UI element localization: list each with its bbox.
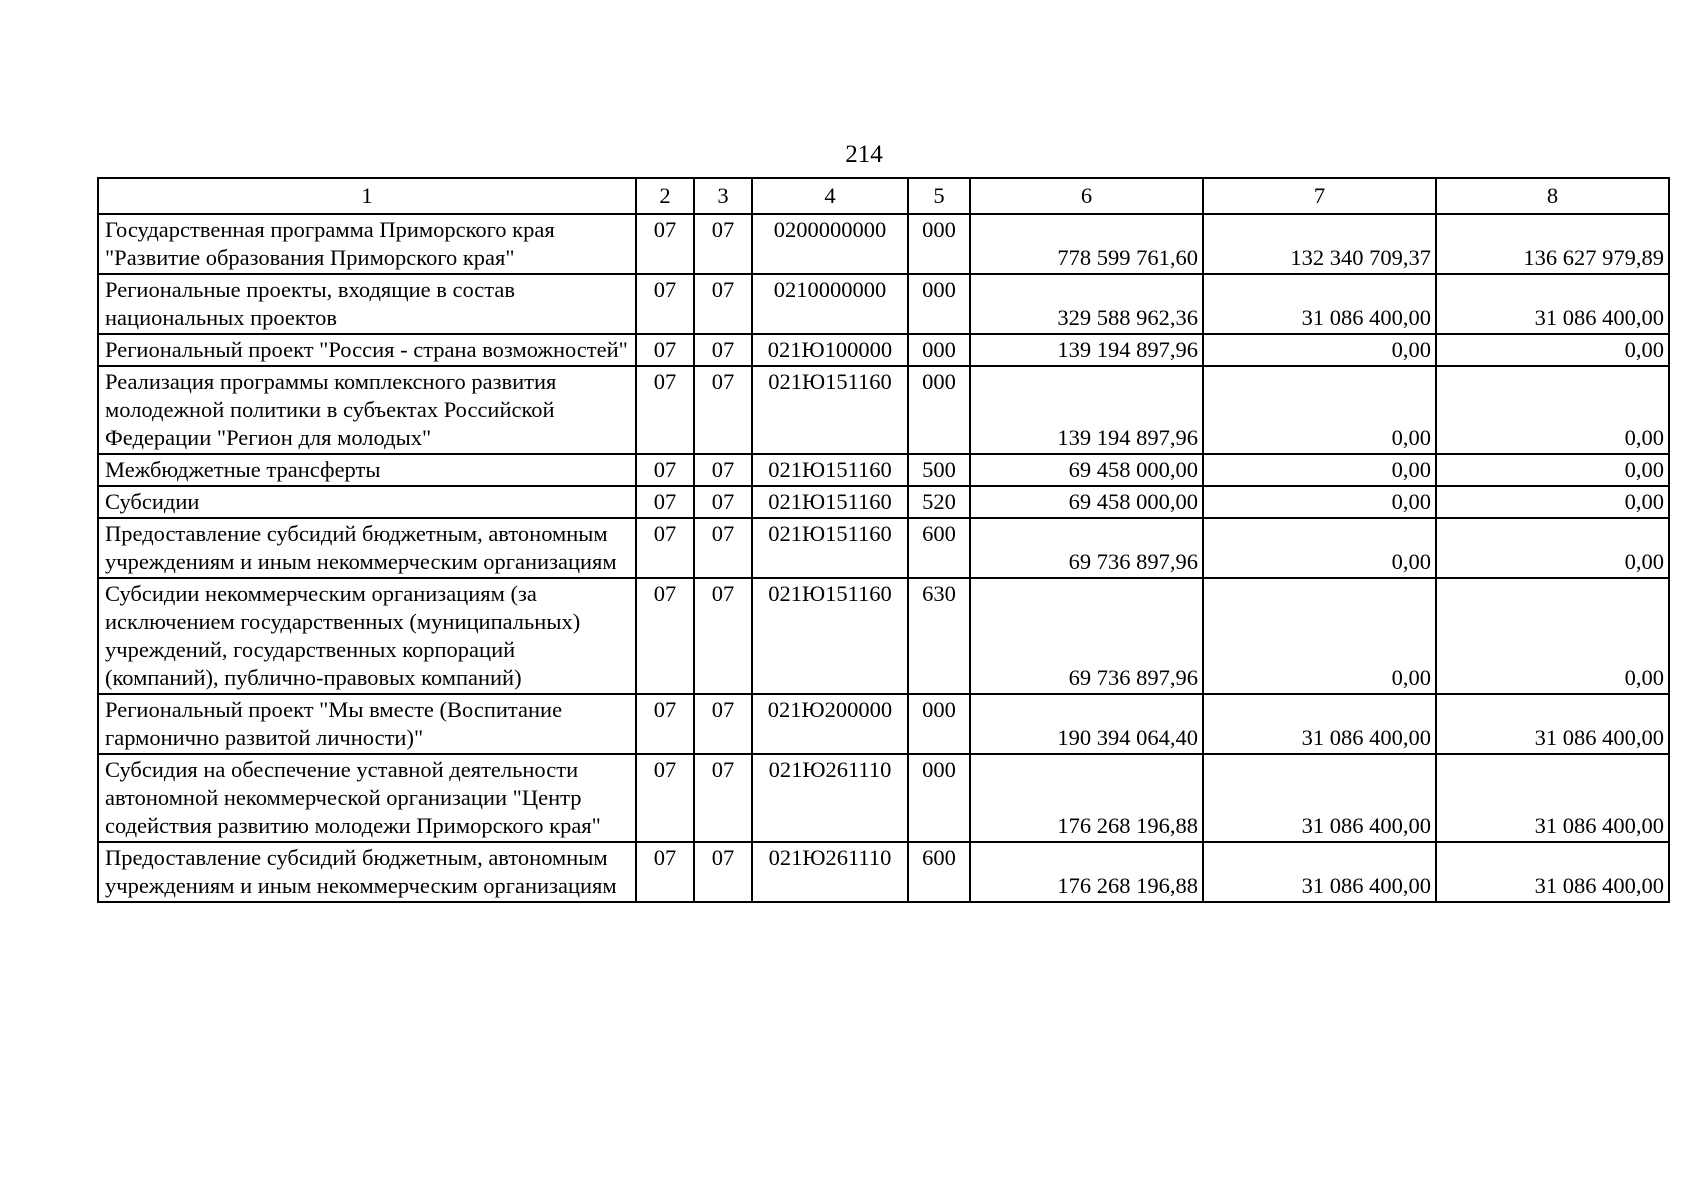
row-code-section: 07 xyxy=(636,334,694,366)
row-amount-2025: 0,00 xyxy=(1203,366,1436,454)
table-row xyxy=(98,454,1669,486)
column-header: 8 xyxy=(1436,178,1669,214)
budget-table xyxy=(97,177,1670,903)
row-name: Предоставление субсидий бюджетным, автономным учреждениям и иным некоммерческим организациям xyxy=(98,518,636,578)
row-amount-2024: 69 458 000,00 xyxy=(970,454,1203,486)
table-row xyxy=(98,366,1669,454)
row-amount-2026: 0,00 xyxy=(1436,518,1669,578)
row-code-subsection: 07 xyxy=(694,274,752,334)
row-amount-2025: 31 086 400,00 xyxy=(1203,754,1436,842)
table-row xyxy=(98,842,1669,902)
row-code-expense-type: 500 xyxy=(908,454,970,486)
row-code-subsection: 07 xyxy=(694,518,752,578)
row-amount-2026: 0,00 xyxy=(1436,578,1669,694)
row-amount-2026: 31 086 400,00 xyxy=(1436,754,1669,842)
row-name: Государственная программа Приморского края "Развитие образования Приморского края" xyxy=(98,214,636,274)
row-code-target: 021Ю261110 xyxy=(752,754,908,842)
table-row xyxy=(98,694,1669,754)
row-amount-2025: 132 340 709,37 xyxy=(1203,214,1436,274)
row-amount-2026: 0,00 xyxy=(1436,486,1669,518)
row-code-subsection: 07 xyxy=(694,694,752,754)
header-row xyxy=(98,178,1669,214)
row-amount-2025: 0,00 xyxy=(1203,334,1436,366)
row-code-target: 021Ю151160 xyxy=(752,366,908,454)
row-name: Субсидии xyxy=(98,486,636,518)
row-name: Реализация программы комплексного развития молодежной политики в субъектах Российской Федерации "Регион для молодых" xyxy=(98,366,636,454)
row-amount-2024: 329 588 962,36 xyxy=(970,274,1203,334)
row-code-expense-type: 000 xyxy=(908,754,970,842)
row-code-section: 07 xyxy=(636,842,694,902)
table-row xyxy=(98,754,1669,842)
row-amount-2024: 69 736 897,96 xyxy=(970,578,1203,694)
column-header: 3 xyxy=(694,178,752,214)
row-amount-2026: 0,00 xyxy=(1436,366,1669,454)
row-code-section: 07 xyxy=(636,366,694,454)
row-code-section: 07 xyxy=(636,214,694,274)
row-code-expense-type: 000 xyxy=(908,694,970,754)
row-amount-2025: 0,00 xyxy=(1203,454,1436,486)
row-code-expense-type: 520 xyxy=(908,486,970,518)
row-code-section: 07 xyxy=(636,518,694,578)
row-code-expense-type: 000 xyxy=(908,334,970,366)
row-code-section: 07 xyxy=(636,454,694,486)
row-code-expense-type: 600 xyxy=(908,518,970,578)
row-name: Предоставление субсидий бюджетным, автономным учреждениям и иным некоммерческим организациям xyxy=(98,842,636,902)
row-code-subsection: 07 xyxy=(694,214,752,274)
row-code-subsection: 07 xyxy=(694,578,752,694)
table-row xyxy=(98,274,1669,334)
row-code-target: 021Ю100000 xyxy=(752,334,908,366)
row-amount-2024: 176 268 196,88 xyxy=(970,842,1203,902)
row-code-target: 0210000000 xyxy=(752,274,908,334)
row-amount-2025: 31 086 400,00 xyxy=(1203,274,1436,334)
row-amount-2024: 69 458 000,00 xyxy=(970,486,1203,518)
row-code-section: 07 xyxy=(636,578,694,694)
row-amount-2024: 139 194 897,96 xyxy=(970,334,1203,366)
row-amount-2025: 0,00 xyxy=(1203,486,1436,518)
column-header: 4 xyxy=(752,178,908,214)
row-amount-2026: 31 086 400,00 xyxy=(1436,694,1669,754)
row-code-subsection: 07 xyxy=(694,486,752,518)
table-row xyxy=(98,486,1669,518)
row-code-subsection: 07 xyxy=(694,842,752,902)
row-amount-2026: 136 627 979,89 xyxy=(1436,214,1669,274)
row-amount-2024: 69 736 897,96 xyxy=(970,518,1203,578)
row-amount-2025: 31 086 400,00 xyxy=(1203,842,1436,902)
row-code-section: 07 xyxy=(636,274,694,334)
row-code-expense-type: 000 xyxy=(908,366,970,454)
column-header: 1 xyxy=(98,178,636,214)
row-code-target: 021Ю151160 xyxy=(752,578,908,694)
row-code-subsection: 07 xyxy=(694,754,752,842)
table-row xyxy=(98,578,1669,694)
row-code-target: 021Ю261110 xyxy=(752,842,908,902)
column-header: 7 xyxy=(1203,178,1436,214)
row-code-section: 07 xyxy=(636,754,694,842)
row-code-section: 07 xyxy=(636,694,694,754)
row-amount-2026: 31 086 400,00 xyxy=(1436,274,1669,334)
row-amount-2024: 176 268 196,88 xyxy=(970,754,1203,842)
row-amount-2025: 31 086 400,00 xyxy=(1203,694,1436,754)
row-code-expense-type: 000 xyxy=(908,214,970,274)
row-amount-2024: 778 599 761,60 xyxy=(970,214,1203,274)
row-name: Региональный проект "Россия - страна возможностей" xyxy=(98,334,636,366)
row-amount-2025: 0,00 xyxy=(1203,578,1436,694)
row-amount-2024: 190 394 064,40 xyxy=(970,694,1203,754)
row-code-section: 07 xyxy=(636,486,694,518)
row-amount-2026: 31 086 400,00 xyxy=(1436,842,1669,902)
row-code-target: 021Ю151160 xyxy=(752,454,908,486)
row-code-expense-type: 630 xyxy=(908,578,970,694)
row-code-subsection: 07 xyxy=(694,454,752,486)
column-header: 6 xyxy=(970,178,1203,214)
row-amount-2024: 139 194 897,96 xyxy=(970,366,1203,454)
row-name: Региональный проект "Мы вместе (Воспитание гармонично развитой личности)" xyxy=(98,694,636,754)
row-amount-2025: 0,00 xyxy=(1203,518,1436,578)
table-row xyxy=(98,334,1669,366)
column-header: 2 xyxy=(636,178,694,214)
row-amount-2026: 0,00 xyxy=(1436,334,1669,366)
page-number: 214 xyxy=(845,141,883,168)
row-amount-2026: 0,00 xyxy=(1436,454,1669,486)
row-name: Региональные проекты, входящие в состав национальных проектов xyxy=(98,274,636,334)
row-code-target: 0200000000 xyxy=(752,214,908,274)
row-name: Межбюджетные трансферты xyxy=(98,454,636,486)
row-code-subsection: 07 xyxy=(694,366,752,454)
table-row xyxy=(98,214,1669,274)
row-code-expense-type: 600 xyxy=(908,842,970,902)
row-code-target: 021Ю151160 xyxy=(752,518,908,578)
row-code-target: 021Ю200000 xyxy=(752,694,908,754)
row-code-subsection: 07 xyxy=(694,334,752,366)
column-header: 5 xyxy=(908,178,970,214)
row-code-target: 021Ю151160 xyxy=(752,486,908,518)
row-name: Субсидия на обеспечение уставной деятельности автономной некоммерческой организации "Центр содействия развитию молодежи Приморского края" xyxy=(98,754,636,842)
table-row xyxy=(98,518,1669,578)
row-name: Субсидии некоммерческим организациям (за исключением государственных (муниципальных) учреждений, государственных корпораций (компаний), публично-правовых компаний) xyxy=(98,578,636,694)
row-code-expense-type: 000 xyxy=(908,274,970,334)
